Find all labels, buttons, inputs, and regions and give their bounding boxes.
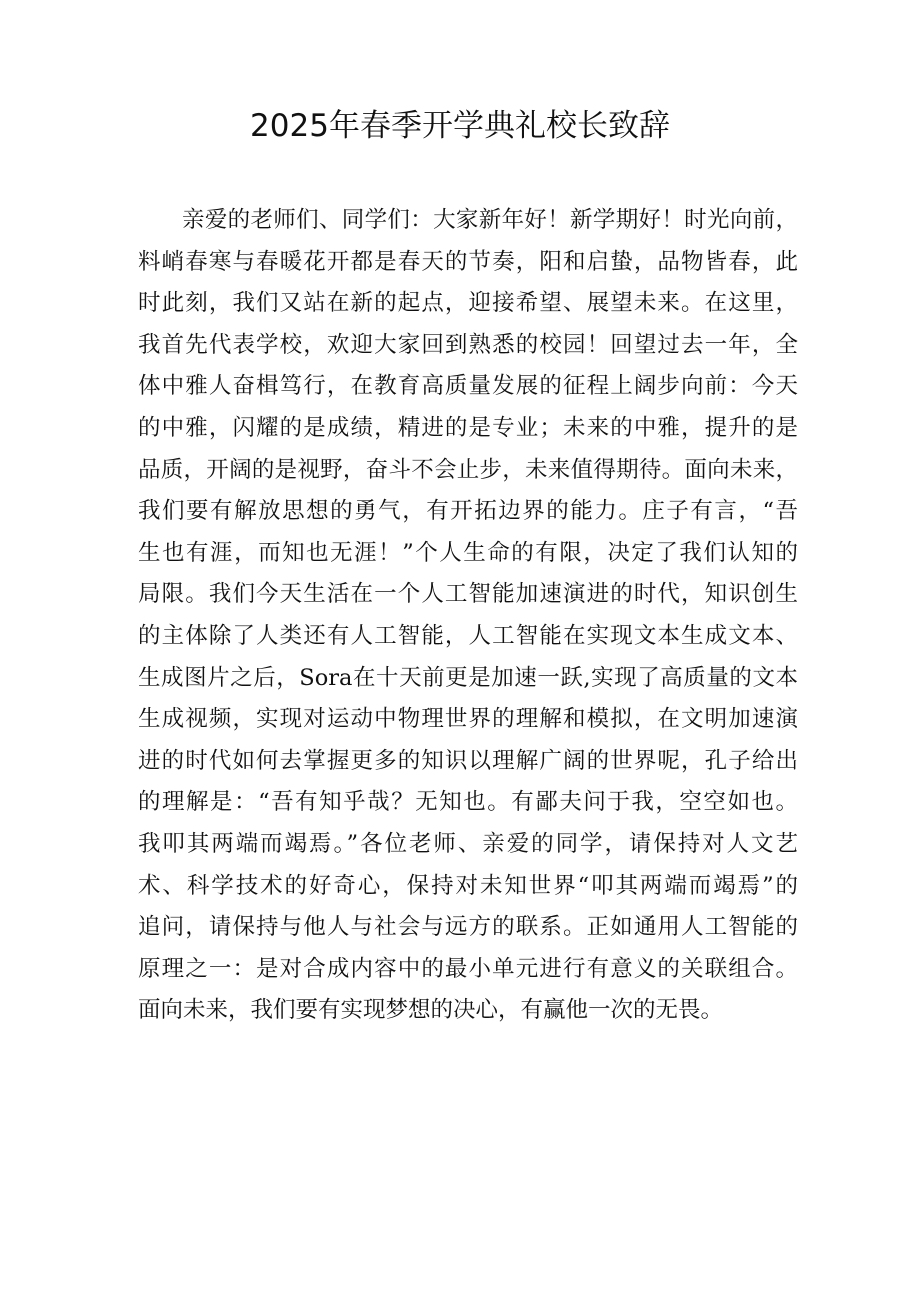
paragraph-line: 的理解是：“吾有知乎哉？无知也。有鄙夫问于我，空空如也。 (138, 789, 798, 816)
paragraph-line: 面向未来，我们要有实现梦想的决心，有赢他一次的无畏。 (138, 997, 724, 1024)
paragraph-line: 料峭春寒与春暖花开都是春天的节奏，阳和启蛰，品物皆春，此 (138, 248, 798, 275)
paragraph-line: 生也有涯，而知也无涯！”个人生命的有限，决定了我们认知的 (138, 539, 798, 566)
paragraph-line: 进的时代如何去掌握更多的知识以理解广阔的世界呢，孔子给出 (138, 747, 798, 774)
paragraph-line: 局限。我们今天生活在一个人工智能加速演进的时代，知识创生 (138, 581, 798, 608)
paragraph-line: 追问，请保持与他人与社会与远方的联系。正如通用人工智能的 (138, 914, 798, 941)
paragraph-line: 生成视频，实现对运动中物理世界的理解和模拟，在文明加速演 (138, 706, 798, 733)
speech-paragraph (138, 200, 798, 1032)
paragraph-line: 我们要有解放思想的勇气，有开拓边界的能力。庄子有言，“吾 (138, 498, 798, 525)
paragraph-line: 时此刻，我们又站在新的起点，迎接希望、展望未来。在这里， (138, 290, 798, 317)
document-title: 2025年春季开学典礼校长致辞 (250, 108, 670, 144)
paragraph-line: 品质，开阔的是视野，奋斗不会止步，未来值得期待。面向未来， (138, 456, 798, 483)
paragraph-line: 我首先代表学校，欢迎大家回到熟悉的校园！回望过去一年，全 (138, 331, 798, 358)
paragraph-line: 亲爱的老师们、同学们：大家新年好！新学期好！时光向前， (182, 207, 798, 233)
paragraph-line: 术、科学技术的好奇心，保持对未知世界“叩其两端而竭焉”的 (138, 872, 798, 899)
paragraph-line: 体中雅人奋楫笃行，在教育高质量发展的征程上阔步向前：今天 (138, 373, 798, 400)
paragraph-line: 原理之一：是对合成内容中的最小单元进行有意义的关联组合。 (138, 955, 798, 982)
paragraph-line: 我叩其两端而竭焉。”各位老师、亲爱的同学，请保持对人文艺 (138, 830, 798, 857)
paragraph-line: 的中雅，闪耀的是成绩，精进的是专业；未来的中雅，提升的是 (138, 414, 798, 441)
paragraph-line: 的主体除了人类还有人工智能，人工智能在实现文本生成文本、 (138, 622, 798, 649)
paragraph-line: 生成图片之后，Sora在十天前更是加速一跃,实现了高质量的文本 (138, 664, 798, 691)
